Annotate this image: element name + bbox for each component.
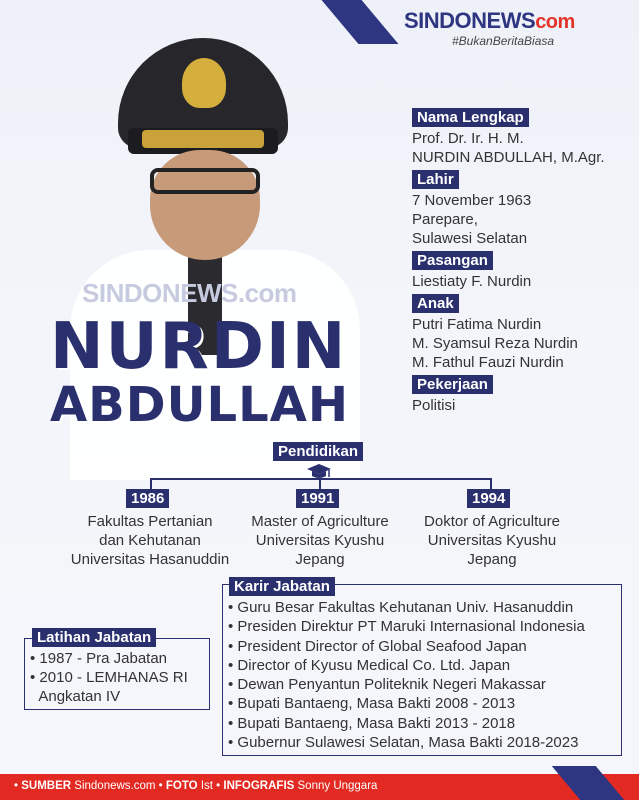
footer-credits: • SUMBER Sindonews.com • FOTO Ist • INFOGRAFIS Sonny Unggara [0, 774, 639, 800]
edu-line: Fakultas Pertanian [87, 513, 213, 530]
profile-panel [412, 108, 634, 418]
face-shape [150, 150, 260, 260]
latihan-item: • 1987 - Pra Jabatan [30, 650, 168, 667]
label-latihan: Latihan Jabatan [32, 628, 156, 647]
anak-item: M. Fathul Fauzi Nurdin [412, 354, 564, 371]
label-anak: Anak [412, 294, 459, 313]
edu-item [60, 512, 240, 569]
latihan-item: Angkatan IV [38, 688, 121, 705]
lahir-date: 7 November 1963 [412, 192, 532, 209]
edu-line: Master of Agriculture [251, 513, 389, 530]
latihan-list [30, 649, 188, 706]
anak-item: M. Syamsul Reza Nurdin [412, 335, 578, 352]
label-pasangan: Pasangan [412, 251, 493, 270]
nama-line-1: Prof. Dr. Ir. H. M. [412, 130, 524, 147]
tagline: #BukanBeritaBiasa [452, 34, 555, 48]
karir-item: • Presiden Direktur PT Maruki Internasional Indonesia [228, 618, 585, 636]
karir-item: • President Director of Global Seafood Japan [228, 637, 527, 655]
edu-year: 1994 [467, 489, 510, 508]
label-lahir: Lahir [412, 170, 459, 189]
headline-name [50, 310, 350, 433]
timeline-line [150, 478, 492, 480]
lahir-province: Sulawesi Selatan [412, 230, 528, 247]
edu-item [240, 512, 400, 569]
pekerjaan-value: Politisi [412, 397, 456, 414]
label-pekerjaan: Pekerjaan [412, 375, 493, 394]
lahir-city: Parepare, [412, 211, 478, 228]
karir-item: • Bupati Bantaeng, Masa Bakti 2013 - 2018 [228, 714, 516, 732]
karir-item: • Bupati Bantaeng, Masa Bakti 2008 - 2013 [228, 695, 516, 713]
karir-item: • Dewan Penyantun Politeknik Negeri Makassar [228, 676, 546, 694]
cap-gold-trim [142, 130, 264, 148]
headline-last-name: ABDULLAH [50, 377, 350, 433]
watermark: SINDONEWS.com [82, 278, 297, 308]
label-nama: Nama Lengkap [412, 108, 529, 127]
glasses-shape [150, 168, 260, 194]
label-pendidikan: Pendidikan [273, 442, 363, 461]
edu-item [412, 512, 572, 569]
headline-first-name: NURDIN [50, 310, 348, 384]
edu-line: Universitas Kyushu [427, 532, 557, 549]
edu-year: 1986 [126, 489, 169, 508]
garuda-emblem-icon [182, 58, 226, 108]
sindonews-logo: SINDONEWScom [404, 8, 575, 33]
edu-line: dan Kehutanan [99, 532, 201, 549]
edu-line: Universitas Hasanuddin [70, 551, 230, 568]
pasangan-value: Liestiaty F. Nurdin [412, 273, 532, 290]
edu-year: 1991 [296, 489, 339, 508]
edu-line: Doktor of Agriculture [424, 513, 560, 530]
nama-line-2: NURDIN ABDULLAH, M.Agr. [412, 149, 605, 166]
karir-item: • Director of Kyusu Medical Co. Ltd. Japan [228, 656, 511, 674]
anak-item: Putri Fatima Nurdin [412, 316, 542, 333]
karir-item: • Guru Besar Fakultas Kehutanan Univ. Hasanuddin [228, 599, 574, 616]
karir-list [228, 598, 585, 752]
label-karir: Karir Jabatan [229, 577, 335, 596]
edu-line: Jepang [467, 551, 517, 568]
latihan-item: • 2010 - LEMHANAS RI [30, 669, 188, 686]
edu-line: Universitas Kyushu [255, 532, 385, 549]
karir-item: • Gubernur Sulawesi Selatan, Masa Bakti 2018-2023 [228, 734, 579, 752]
edu-line: Jepang [295, 551, 345, 568]
